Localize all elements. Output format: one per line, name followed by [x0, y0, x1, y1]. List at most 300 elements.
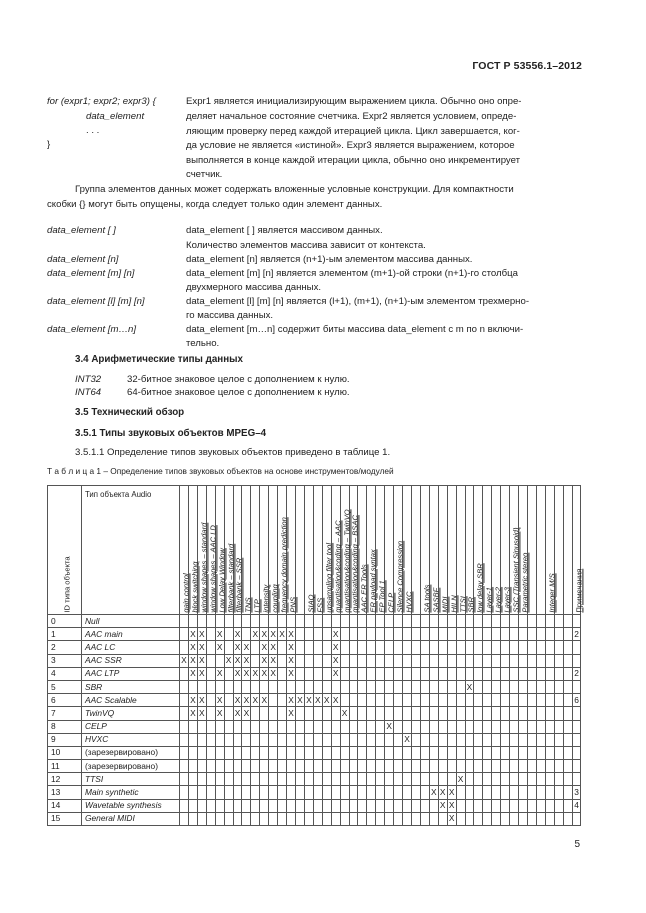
- empty-cell: [242, 786, 251, 799]
- empty-cell: [456, 694, 465, 707]
- table-row: [48, 694, 581, 707]
- empty-cell: [527, 733, 536, 746]
- empty-cell: [278, 654, 287, 667]
- empty-cell: [180, 733, 189, 746]
- empty-cell: [304, 707, 313, 720]
- empty-cell: [554, 667, 563, 680]
- tool-column-header: [206, 486, 218, 615]
- table-row: [48, 720, 581, 733]
- empty-cell: [447, 680, 456, 693]
- tool-column-header: [260, 486, 269, 615]
- empty-cell: [563, 707, 572, 720]
- empty-cell: [385, 733, 394, 746]
- empty-cell: [554, 786, 563, 799]
- empty-cell: [536, 707, 545, 720]
- empty-cell: [295, 773, 304, 786]
- tool-column-label: Layer-1: [484, 587, 494, 613]
- empty-cell: [180, 680, 189, 693]
- empty-cell: [447, 746, 456, 759]
- empty-cell: [287, 720, 296, 733]
- page-number: 5: [574, 839, 580, 850]
- empty-cell: [492, 812, 501, 825]
- empty-cell: [287, 680, 296, 693]
- tool-mark: X: [188, 628, 197, 641]
- empty-cell: [260, 733, 269, 746]
- empty-cell: [180, 615, 189, 628]
- empty-cell: [420, 628, 429, 641]
- empty-cell: [492, 667, 501, 680]
- empty-cell: [510, 694, 519, 707]
- empty-cell: [519, 707, 528, 720]
- empty-cell: [304, 812, 313, 825]
- empty-cell: [206, 773, 215, 786]
- empty-cell: [465, 746, 474, 759]
- tool-column-label: AAC ER Tools: [359, 564, 369, 613]
- empty-cell: [376, 786, 385, 799]
- empty-cell: [180, 694, 189, 707]
- tool-column-label: block switching: [190, 561, 200, 613]
- empty-cell: [188, 746, 197, 759]
- empty-cell: [242, 760, 251, 773]
- empty-cell: [447, 733, 456, 746]
- object-type-name: (зарезервировано): [82, 760, 180, 773]
- empty-cell: [519, 786, 528, 799]
- note-cell: [572, 654, 581, 667]
- tool-column-label: PNS: [288, 597, 298, 613]
- empty-cell: [376, 720, 385, 733]
- empty-cell: [501, 746, 510, 759]
- empty-cell: [322, 720, 331, 733]
- empty-cell: [251, 786, 260, 799]
- tool-mark: X: [197, 707, 206, 720]
- def-desc: тельно.: [186, 338, 220, 349]
- empty-cell: [215, 733, 224, 746]
- empty-cell: [269, 760, 278, 773]
- empty-cell: [385, 680, 394, 693]
- tool-column-header: [278, 486, 287, 615]
- empty-cell: [420, 760, 429, 773]
- empty-cell: [501, 615, 510, 628]
- tool-mark: X: [331, 641, 340, 654]
- tool-mark: X: [233, 694, 242, 707]
- tool-mark: X: [340, 707, 349, 720]
- empty-cell: [322, 680, 331, 693]
- empty-cell: [510, 667, 519, 680]
- group-para-2: скобки {} могут быть опущены, когда следует только один элемент данных.: [47, 199, 383, 210]
- empty-cell: [278, 773, 287, 786]
- empty-cell: [278, 694, 287, 707]
- empty-cell: [349, 773, 358, 786]
- empty-cell: [492, 615, 501, 628]
- empty-cell: [313, 733, 322, 746]
- for-line-4: }: [47, 139, 51, 150]
- empty-cell: [420, 773, 429, 786]
- object-type-name: AAC SSR: [82, 654, 180, 667]
- empty-cell: [180, 773, 189, 786]
- tool-column-header: [367, 486, 376, 615]
- empty-cell: [447, 707, 456, 720]
- tool-mark: X: [188, 641, 197, 654]
- empty-cell: [545, 615, 554, 628]
- empty-cell: [385, 799, 394, 812]
- note-cell: [572, 746, 581, 759]
- tool-mark: X: [215, 707, 224, 720]
- for-desc-line: да условие не является «истиной». Expr3 является выражением, которое: [186, 140, 515, 151]
- empty-cell: [358, 667, 367, 680]
- tool-mark: X: [242, 694, 251, 707]
- empty-cell: [492, 799, 501, 812]
- empty-cell: [474, 707, 483, 720]
- empty-cell: [411, 746, 420, 759]
- empty-cell: [313, 812, 322, 825]
- empty-cell: [474, 760, 483, 773]
- empty-cell: [224, 628, 233, 641]
- empty-cell: [304, 641, 313, 654]
- tool-mark: X: [188, 707, 197, 720]
- empty-cell: [438, 773, 447, 786]
- empty-cell: [358, 641, 367, 654]
- empty-cell: [536, 641, 545, 654]
- empty-cell: [536, 628, 545, 641]
- empty-cell: [349, 786, 358, 799]
- empty-cell: [394, 654, 403, 667]
- empty-cell: [554, 773, 563, 786]
- empty-cell: [519, 760, 528, 773]
- empty-cell: [519, 641, 528, 654]
- empty-cell: [180, 641, 189, 654]
- empty-cell: [394, 680, 403, 693]
- empty-cell: [429, 667, 438, 680]
- empty-cell: [456, 799, 465, 812]
- int32-desc: 32-битное знаковое целое с дополнением к нулю.: [127, 374, 350, 385]
- empty-cell: [215, 654, 224, 667]
- table-row: [48, 615, 581, 628]
- tool-column-label: HILN: [449, 595, 459, 613]
- group-para-1: Группа элементов данных может содержать вложенные условные конструкции. Для компактности: [75, 184, 514, 195]
- tool-mark: X: [331, 654, 340, 667]
- empty-cell: [322, 760, 331, 773]
- tool-column-header: [411, 486, 420, 615]
- empty-cell: [251, 615, 260, 628]
- empty-cell: [233, 615, 242, 628]
- empty-cell: [545, 760, 554, 773]
- empty-cell: [501, 733, 510, 746]
- tool-mark: X: [224, 654, 233, 667]
- empty-cell: [527, 799, 536, 812]
- empty-cell: [224, 799, 233, 812]
- empty-cell: [394, 641, 403, 654]
- empty-cell: [429, 615, 438, 628]
- empty-cell: [358, 707, 367, 720]
- empty-cell: [519, 746, 528, 759]
- empty-cell: [474, 799, 483, 812]
- empty-cell: [206, 667, 215, 680]
- empty-cell: [411, 773, 420, 786]
- empty-cell: [411, 694, 420, 707]
- tool-mark: X: [242, 707, 251, 720]
- object-type-name: General MIDI: [82, 812, 180, 825]
- for-desc-line: выполняется в конце каждой итерации цикла, обычно оно инкрементирует: [186, 155, 521, 166]
- empty-cell: [197, 733, 206, 746]
- empty-cell: [215, 786, 224, 799]
- empty-cell: [545, 733, 554, 746]
- empty-cell: [492, 720, 501, 733]
- empty-cell: [527, 812, 536, 825]
- empty-cell: [483, 812, 492, 825]
- tool-column-header: [197, 486, 209, 615]
- def-term: data_element [l] [m] [n]: [47, 296, 145, 307]
- empty-cell: [563, 667, 572, 680]
- empty-cell: [349, 799, 358, 812]
- object-type-name: Main synthetic: [82, 786, 180, 799]
- empty-cell: [510, 654, 519, 667]
- empty-cell: [331, 773, 340, 786]
- empty-cell: [483, 615, 492, 628]
- empty-cell: [224, 615, 233, 628]
- empty-cell: [260, 760, 269, 773]
- empty-cell: [224, 760, 233, 773]
- empty-cell: [527, 628, 536, 641]
- empty-cell: [554, 654, 563, 667]
- tool-column-label: gain control: [181, 573, 191, 613]
- table-row: [48, 641, 581, 654]
- tool-column-header: [242, 486, 251, 615]
- empty-cell: [420, 799, 429, 812]
- empty-cell: [376, 746, 385, 759]
- tool-column-label: SSC (Transient Sinusoid): [511, 527, 521, 613]
- empty-cell: [349, 707, 358, 720]
- for-line-2: data_element: [86, 111, 145, 122]
- tool-mark: X: [287, 628, 296, 641]
- empty-cell: [367, 707, 376, 720]
- empty-cell: [295, 786, 304, 799]
- empty-cell: [251, 654, 260, 667]
- empty-cell: [474, 615, 483, 628]
- empty-cell: [465, 720, 474, 733]
- empty-cell: [197, 773, 206, 786]
- tool-column-header: [215, 486, 227, 615]
- empty-cell: [554, 707, 563, 720]
- empty-cell: [536, 615, 545, 628]
- empty-cell: [554, 799, 563, 812]
- def-desc: data_element [m…n] содержит биты массива data_element с m по n включи-: [186, 324, 524, 335]
- empty-cell: [474, 654, 483, 667]
- empty-cell: [295, 628, 304, 641]
- empty-cell: [313, 641, 322, 654]
- empty-cell: [340, 680, 349, 693]
- empty-cell: [447, 615, 456, 628]
- tool-mark: X: [385, 720, 394, 733]
- empty-cell: [251, 760, 260, 773]
- empty-cell: [420, 720, 429, 733]
- empty-cell: [367, 746, 376, 759]
- int32-term: INT32: [75, 374, 102, 385]
- empty-cell: [269, 812, 278, 825]
- empty-cell: [403, 615, 412, 628]
- empty-cell: [527, 786, 536, 799]
- empty-cell: [215, 720, 224, 733]
- def-term: data_element [n]: [47, 254, 119, 265]
- object-type-name: AAC LC: [82, 641, 180, 654]
- for-desc-line: деляет начальное состояние счетчика. Expr2 является условием, опреде-: [186, 111, 517, 122]
- empty-cell: [269, 786, 278, 799]
- tool-mark: X: [331, 694, 340, 707]
- empty-cell: [403, 773, 412, 786]
- empty-cell: [206, 641, 215, 654]
- empty-cell: [295, 641, 304, 654]
- tool-column-header: [572, 486, 581, 615]
- empty-cell: [447, 760, 456, 773]
- for-line-3: . . .: [86, 125, 100, 136]
- for-line-1: for (expr1; expr2; expr3) {: [47, 96, 156, 107]
- tool-mark: X: [269, 667, 278, 680]
- empty-cell: [563, 786, 572, 799]
- empty-cell: [188, 733, 197, 746]
- def-desc: го массива данных.: [186, 310, 274, 321]
- empty-cell: [545, 812, 554, 825]
- empty-cell: [251, 812, 260, 825]
- def-term: data_element [m…n]: [47, 324, 137, 335]
- empty-cell: [331, 733, 340, 746]
- empty-cell: [242, 720, 251, 733]
- empty-cell: [403, 812, 412, 825]
- object-type-name: AAC LTP: [82, 667, 180, 680]
- empty-cell: [456, 654, 465, 667]
- empty-cell: [501, 654, 510, 667]
- object-types-table: [47, 485, 581, 826]
- empty-cell: [501, 694, 510, 707]
- note-cell: [572, 720, 581, 733]
- tool-column-label: intensity: [261, 585, 271, 613]
- empty-cell: [180, 720, 189, 733]
- empty-cell: [269, 746, 278, 759]
- empty-cell: [358, 654, 367, 667]
- note-cell: 2: [572, 667, 581, 680]
- empty-cell: [563, 812, 572, 825]
- empty-cell: [465, 615, 474, 628]
- empty-cell: [376, 799, 385, 812]
- tool-column-label: quantisation&coding – TwinVQ: [341, 509, 351, 613]
- empty-cell: [519, 667, 528, 680]
- tool-mark: X: [242, 654, 251, 667]
- def-desc: data_element [ ] является массивом данных.: [186, 225, 383, 236]
- empty-cell: [233, 760, 242, 773]
- empty-cell: [554, 733, 563, 746]
- empty-cell: [197, 812, 206, 825]
- empty-cell: [403, 746, 412, 759]
- empty-cell: [295, 667, 304, 680]
- empty-cell: [385, 773, 394, 786]
- tool-column-label: quantisation&coding – BSAC: [350, 515, 360, 613]
- empty-cell: [349, 654, 358, 667]
- empty-cell: [349, 733, 358, 746]
- tool-mark: X: [197, 628, 206, 641]
- empty-cell: [492, 773, 501, 786]
- tool-mark: X: [215, 628, 224, 641]
- empty-cell: [367, 733, 376, 746]
- def-desc: Количество элементов массива зависит от контекста.: [186, 240, 426, 251]
- empty-cell: [367, 694, 376, 707]
- note-cell: [572, 680, 581, 693]
- empty-cell: [465, 760, 474, 773]
- empty-cell: [188, 615, 197, 628]
- empty-cell: [519, 694, 528, 707]
- empty-cell: [483, 654, 492, 667]
- empty-cell: [420, 654, 429, 667]
- empty-cell: [313, 786, 322, 799]
- tool-mark: X: [403, 733, 412, 746]
- empty-cell: [215, 680, 224, 693]
- tool-mark: X: [331, 667, 340, 680]
- empty-cell: [510, 733, 519, 746]
- empty-cell: [376, 694, 385, 707]
- empty-cell: [376, 654, 385, 667]
- empty-cell: [554, 694, 563, 707]
- tool-column-label: HVXC: [404, 591, 414, 613]
- empty-cell: [206, 615, 215, 628]
- empty-cell: [536, 680, 545, 693]
- empty-cell: [456, 760, 465, 773]
- empty-cell: [197, 760, 206, 773]
- empty-cell: [483, 667, 492, 680]
- tool-column-label: Integer M/S: [547, 573, 557, 613]
- empty-cell: [385, 694, 394, 707]
- empty-cell: [251, 799, 260, 812]
- empty-cell: [403, 628, 412, 641]
- empty-cell: [349, 615, 358, 628]
- empty-cell: [492, 746, 501, 759]
- empty-cell: [501, 707, 510, 720]
- empty-cell: [429, 760, 438, 773]
- empty-cell: [545, 720, 554, 733]
- empty-cell: [411, 733, 420, 746]
- empty-cell: [224, 680, 233, 693]
- empty-cell: [483, 746, 492, 759]
- empty-cell: [349, 641, 358, 654]
- empty-cell: [313, 615, 322, 628]
- empty-cell: [331, 746, 340, 759]
- empty-cell: [340, 760, 349, 773]
- section-3-5-title: 3.5 Технический обзор: [75, 407, 185, 418]
- empty-cell: [197, 615, 206, 628]
- tool-mark: X: [287, 707, 296, 720]
- object-type-id: 13: [48, 786, 82, 799]
- empty-cell: [206, 746, 215, 759]
- empty-cell: [545, 628, 554, 641]
- tool-mark: X: [287, 641, 296, 654]
- def-desc: data_element [l] [m] [n] является (l+1), (m+1), (n+1)-ым элементом трехмерно-: [186, 296, 530, 307]
- tool-mark: X: [215, 694, 224, 707]
- empty-cell: [429, 812, 438, 825]
- empty-cell: [536, 733, 545, 746]
- empty-cell: [545, 680, 554, 693]
- empty-cell: [206, 720, 215, 733]
- tool-column-header: [224, 486, 233, 615]
- tool-mark: X: [304, 694, 313, 707]
- empty-cell: [197, 799, 206, 812]
- empty-cell: [331, 720, 340, 733]
- empty-cell: [519, 733, 528, 746]
- tool-mark: X: [287, 694, 296, 707]
- empty-cell: [420, 733, 429, 746]
- empty-cell: [420, 680, 429, 693]
- object-type-id: 12: [48, 773, 82, 786]
- empty-cell: [527, 654, 536, 667]
- empty-cell: [554, 641, 563, 654]
- empty-cell: [304, 720, 313, 733]
- empty-cell: [492, 733, 501, 746]
- note-cell: 2: [572, 628, 581, 641]
